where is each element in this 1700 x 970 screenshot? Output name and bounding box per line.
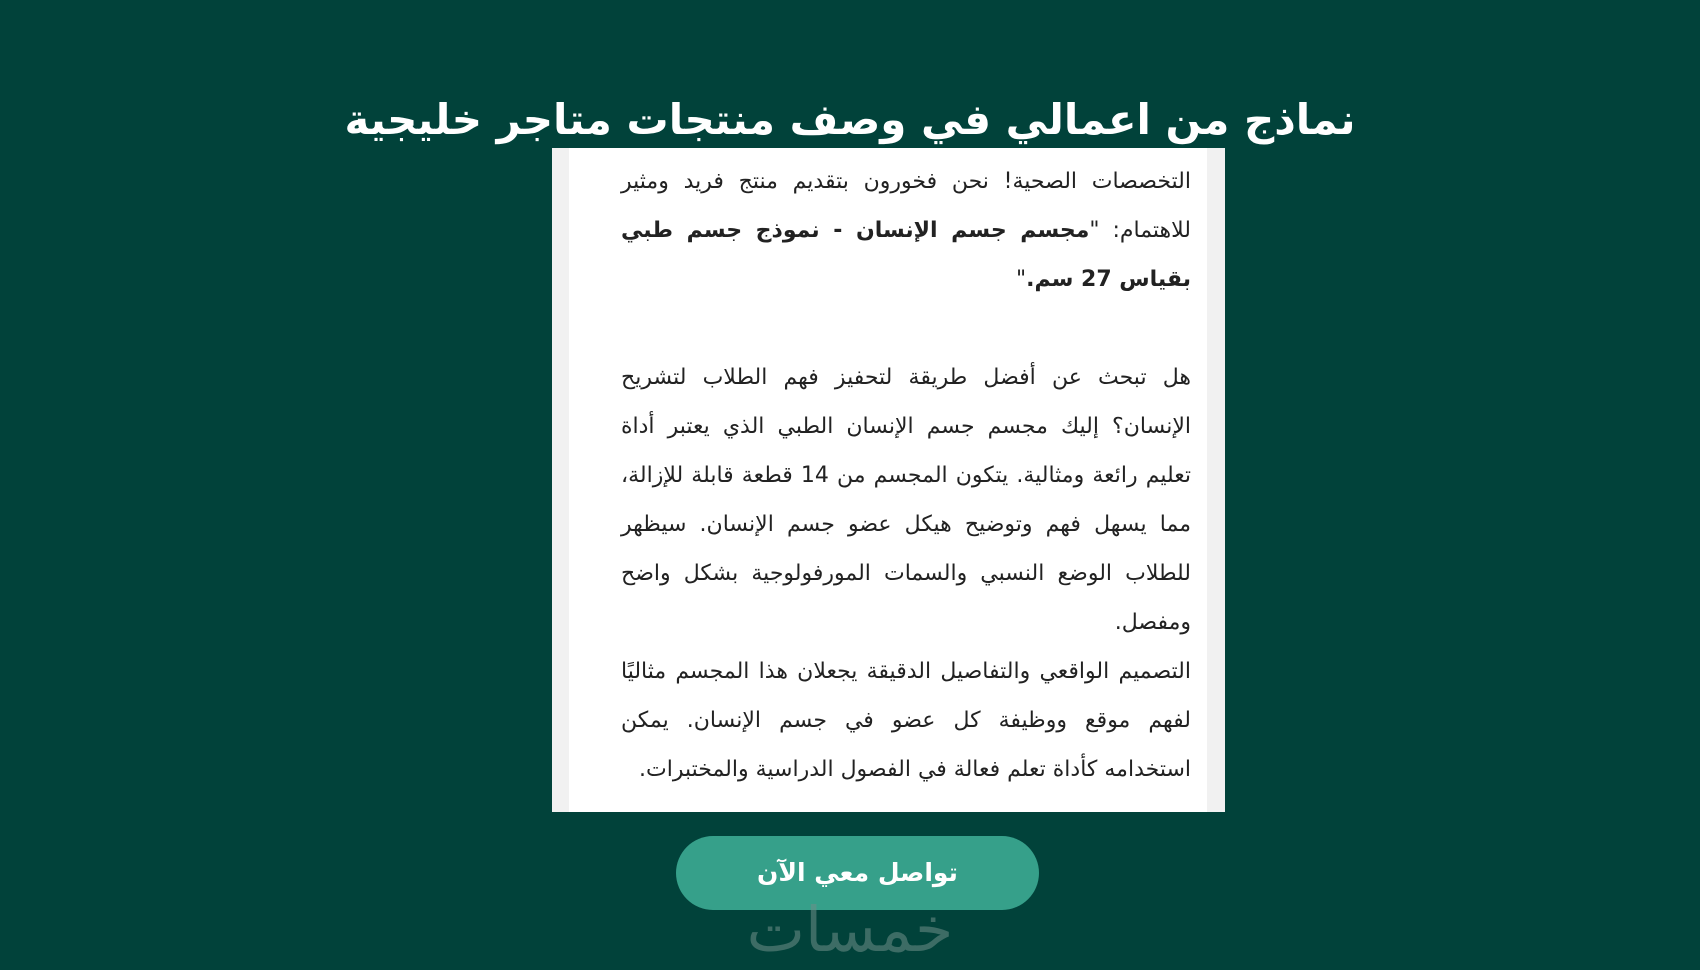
document-text	[621, 148, 1191, 794]
document-sheet	[569, 148, 1207, 812]
product-name: مجسم جسم الإنسان - نموذج جسم طبي بقياس 27 سم.	[621, 218, 1191, 292]
contact-now-button[interactable]: تواصل معي الآن	[676, 836, 1039, 910]
description-paragraph: هل تبحث عن أفضل طريقة لتحفيز فهم الطلاب لتشريح الإنسان؟ إليك مجسم جسم الإنسان الطبي الذي يعتبر أداة تعليم رائعة ومثالية. يتكون المجسم من 14 قطعة قابلة للإزالة، مما يسهل فهم وتوضيح هيكل عضو جسم الإنسان. سيظهر للطلاب الوضع النسبي والسمات المورفولوجية بشكل واضح ومفصل.	[621, 365, 1191, 635]
khamsat-logo: خمسات	[746, 893, 954, 966]
product-description-screenshot	[552, 148, 1225, 812]
intro-end-text: "	[1015, 267, 1027, 292]
design-paragraph: التصميم الواقعي والتفاصيل الدقيقة يجعلان هذا المجسم مثاليًا لفهم موقع ووظيفة كل عضو في جسم الإنسان. يمكن استخدامه كأداة تعلم فعالة في الفصول الدراسية والمختبرات.	[621, 659, 1191, 782]
paragraph-gap	[621, 304, 1191, 353]
intro-paragraph	[621, 148, 1191, 304]
intro-start-text: التخصصات الصحية! نحن فخورون بتقديم منتج فريد ومثير للاهتمام: "	[621, 169, 1191, 243]
page-title: نماذج من اعمالي في وصف منتجات متاجر خليجية	[344, 95, 1356, 145]
